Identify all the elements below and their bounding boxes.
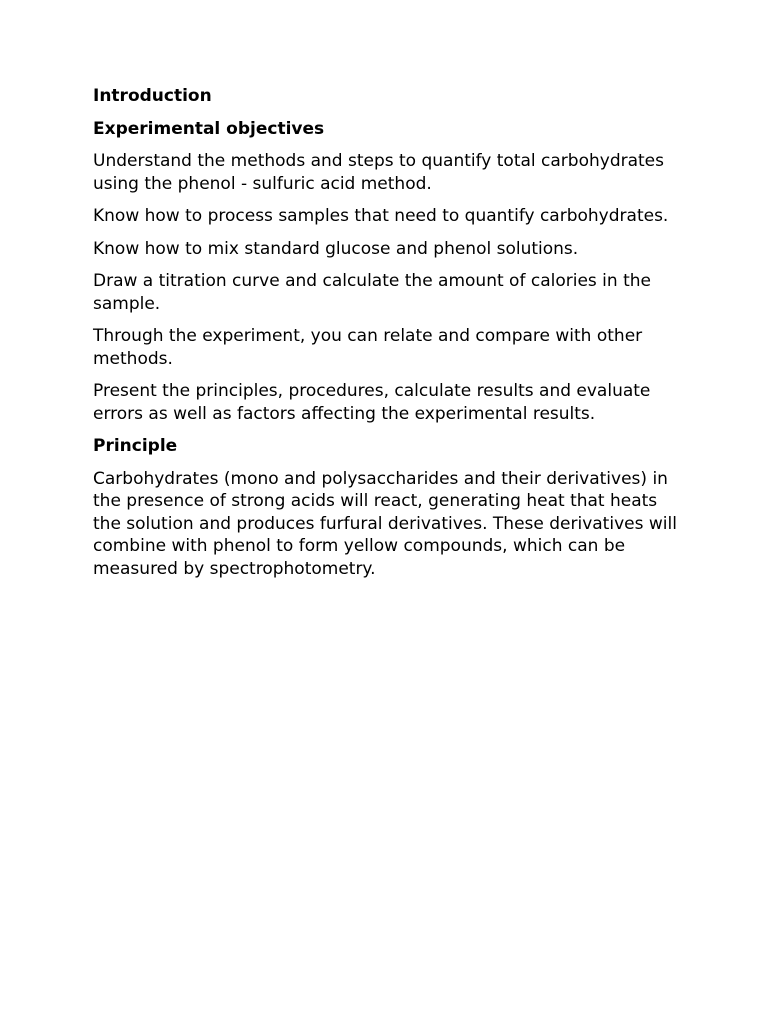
objective-paragraph: Draw a titration curve and calculate the amount of calories in the sample. <box>93 271 651 314</box>
objective-paragraph: Know how to mix standard glucose and phenol solutions. <box>93 238 579 259</box>
objectives-heading: Experimental objectives <box>93 118 325 139</box>
objective-paragraph: Know how to process samples that need to quantify carbohydrates. <box>93 206 669 226</box>
objective-paragraph: Understand the methods and steps to quantify total carbohydrates using the phenol - sulfuric acid method. <box>93 151 665 194</box>
objective-paragraph: Present the principles, procedures, calculate results and evaluate errors as well as factors affecting the experimental results. <box>93 381 651 424</box>
principle-heading: Principle <box>93 436 178 456</box>
objective-paragraph: Through the experiment, you can relate and compare with other methods. <box>93 326 643 369</box>
document-page <box>93 85 683 590</box>
introduction-heading: Introduction <box>93 86 212 106</box>
principle-paragraph: Carbohydrates (mono and polysaccharides and their derivatives) in the presence of strong acids will react, generating heat that heats the solution and produces furfural derivatives. These derivatives will combine with phenol to form yellow compounds, which can be measured by spectrophotometry. <box>93 468 677 579</box>
